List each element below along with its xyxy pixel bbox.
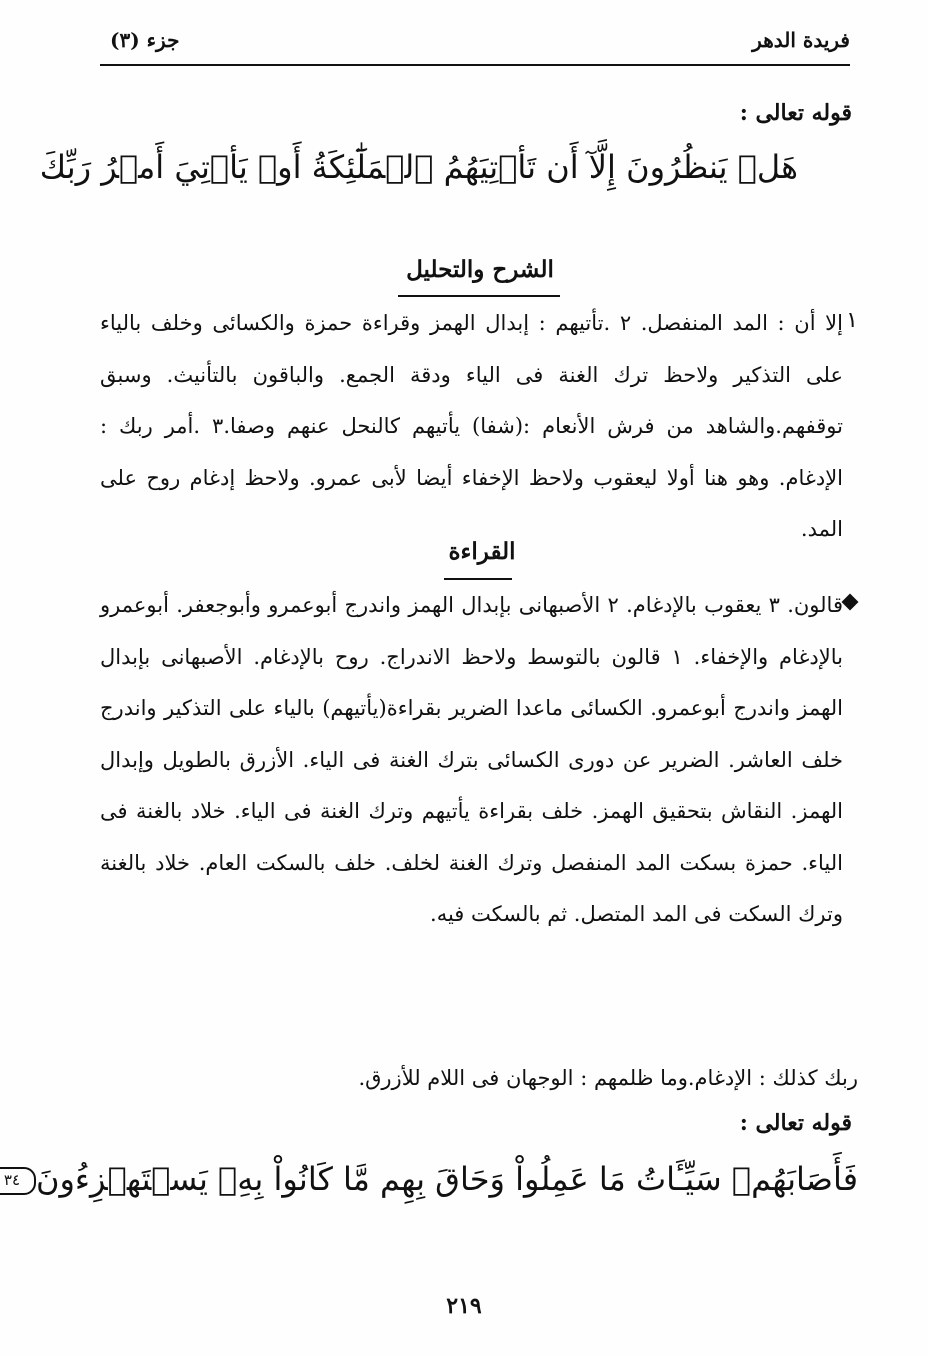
qiraa-text: قالون. ٣ يعقوب بالإدغام. ٢ الأصبهانى بإبدال الهمز واندرج أبوعمرو وأبوجعفر. أبوعمرو بالإدغام والإخفاء. ١ قالون بالتوسط ولاحظ الاندراج. روح بالإدغام. الأصبهانى بإبدال الهمز واندرج أبوعمرو. الكسائى ماعدا الضرير بقراءة(يأتيهم) بالياء على التذكير واندرج خلف العاشر. الضرير عن دورى الكسائى بترك الغنة فى الياء. الأزرق بالطويل وإبدال الهمز. النقاش بتحقيق الهمز. خلف بقراءة يأتيهم وترك الغنة فى الياء. خلاد بالغنة فى الياء. حمزة بسكت المد المنفصل وترك الغنة لخلف. خلف بالسكت العام. خلاد بالغنة وترك السكت فى المد المتصل. ثم بالسكت فيه. [100, 593, 843, 926]
qiraa-paragraph [100, 580, 843, 941]
header-rule [100, 64, 850, 66]
sharh-heading-underline [398, 295, 560, 297]
verse-intro-label-2: قوله تعالى : [739, 1110, 852, 1136]
quran-verse-2-text: فَأَصَابَهُمۡ سَيِّـَٔاتُ مَا عَمِلُواْ وَحَاقَ بِهِم مَّا كَانُواْ بِهِۦ يَسۡتَهۡزِءُونَ [35, 1160, 858, 1198]
part-number: جزء (٣) [110, 28, 180, 52]
note-line: ربك كذلك : الإدغام.وما ظلمهم : الوجهان فى اللام للأزرق. [358, 1066, 858, 1090]
verse-intro-label: قوله تعالى : [739, 100, 852, 126]
ayah-number-badge: ٣٤ [0, 1167, 36, 1195]
book-title: فريدة الدهر [752, 28, 850, 52]
quran-verse-2 [0, 1160, 858, 1198]
paragraph-number: ١ [846, 308, 858, 333]
qiraa-heading: القراءة [448, 538, 516, 565]
quran-verse: هَلۡ يَنظُرُونَ إِلَّآ أَن تَأۡتِيَهُمُ ٱلۡمَلَٰٓئِكَةُ أَوۡ يَأۡتِيَ أَمۡرُ رَبِّكَ [39, 148, 798, 186]
page-number: ٢١٩ [446, 1293, 482, 1319]
sharh-paragraph [100, 298, 843, 556]
bullet-diamond-icon [842, 594, 859, 611]
sharh-text: إلا أن : المد المنفصل. ٢ .تأتيهم : إبدال الهمز وقراءة حمزة والكسائى وخلف بالياء على التذكير ولاحظ ترك الغنة فى الياء ودقة الجمع. والباقون بالتأنيث. وسبق توقفهم.والشاهد من فرش الأنعام :(شفا) يأتيهم كالنحل عنهم وصفا.٣ .أمر ربك : الإدغام. وهو هنا أولا ليعقوب ولاحظ الإخفاء أيضا لأبى عمرو. ولاحظ إدغام روح على المد. [100, 311, 843, 541]
sharh-heading: الشرح والتحليل [406, 256, 554, 283]
